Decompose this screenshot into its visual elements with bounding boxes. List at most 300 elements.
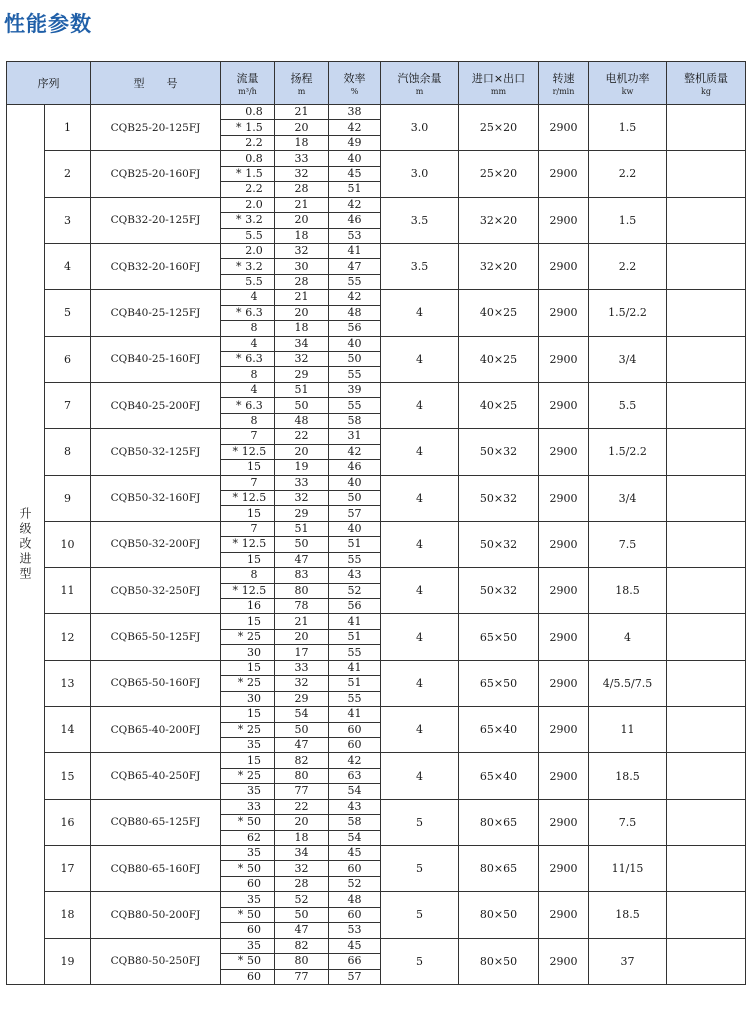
flow-value (221, 861, 275, 876)
flow-value (221, 105, 275, 120)
head-value: 80 (275, 954, 329, 969)
table-row (7, 105, 746, 120)
head-value: 20 (275, 815, 329, 830)
head-value: 18 (275, 135, 329, 150)
efficiency-value: 45 (329, 938, 381, 953)
motor-power-value: 7.5 (589, 799, 667, 845)
head-value: 19 (275, 460, 329, 475)
flow-number: 2.0 (245, 197, 263, 211)
npsh-value: 4 (381, 521, 459, 567)
flow-number: 8 (250, 367, 258, 381)
model-name: CQB40-25-160FJ (91, 336, 221, 382)
weight-value (667, 151, 746, 197)
flow-number: 6.3 (245, 398, 263, 412)
efficiency-value: 57 (329, 969, 381, 984)
efficiency-value: 55 (329, 367, 381, 382)
flow-value (221, 290, 275, 305)
speed-value: 2900 (539, 846, 589, 892)
head-value: 21 (275, 290, 329, 305)
head-value: 32 (275, 166, 329, 181)
inlet-outlet-value: 40×25 (459, 290, 539, 336)
row-number: 16 (45, 799, 91, 845)
page-title: 性能参数 (4, 12, 92, 36)
npsh-value: 4 (381, 290, 459, 336)
efficiency-value: 45 (329, 166, 381, 181)
head-value: 51 (275, 382, 329, 397)
row-number: 2 (45, 151, 91, 197)
rated-point-marker: * (236, 259, 242, 273)
head-value: 18 (275, 228, 329, 243)
efficiency-value: 47 (329, 259, 381, 274)
table-row (7, 243, 746, 258)
inlet-outlet-value: 80×50 (459, 938, 539, 984)
efficiency-value: 57 (329, 506, 381, 521)
efficiency-value: 46 (329, 213, 381, 228)
weight-value (667, 660, 746, 706)
flow-value (221, 429, 275, 444)
efficiency-value: 53 (329, 923, 381, 938)
flow-number: 15 (247, 460, 261, 474)
inlet-outlet-value: 80×65 (459, 799, 539, 845)
speed-value: 2900 (539, 336, 589, 382)
motor-power-value: 3/4 (589, 475, 667, 521)
flow-number: 15 (247, 707, 261, 721)
head-value: 22 (275, 429, 329, 444)
flow-number: 0.8 (245, 105, 263, 119)
flow-value (221, 305, 275, 320)
npsh-value: 4 (381, 382, 459, 428)
model-name: CQB50-32-200FJ (91, 521, 221, 567)
flow-value (221, 197, 275, 212)
flow-number: 30 (247, 645, 261, 659)
flow-value (221, 444, 275, 459)
table-row (7, 151, 746, 166)
flow-number: 62 (247, 830, 261, 844)
flow-number: 50 (247, 815, 261, 829)
npsh-value: 4 (381, 429, 459, 475)
flow-number: 60 (247, 969, 261, 983)
efficiency-value: 56 (329, 599, 381, 614)
efficiency-value: 60 (329, 722, 381, 737)
efficiency-value: 51 (329, 629, 381, 644)
table-row (7, 707, 746, 722)
flow-number: 50 (247, 954, 261, 968)
head-value: 77 (275, 969, 329, 984)
speed-value: 2900 (539, 799, 589, 845)
model-name: CQB65-40-250FJ (91, 753, 221, 799)
flow-number: 4 (250, 383, 258, 397)
head-value: 18 (275, 321, 329, 336)
row-number: 19 (45, 938, 91, 984)
model-name: CQB40-25-125FJ (91, 290, 221, 336)
head-value: 20 (275, 444, 329, 459)
table-body (7, 105, 746, 985)
flow-value (221, 490, 275, 505)
row-number: 1 (45, 105, 91, 151)
head-value: 51 (275, 521, 329, 536)
flow-number: 35 (247, 846, 261, 860)
flow-number: 15 (247, 660, 261, 674)
head-value: 50 (275, 907, 329, 922)
flow-value (221, 166, 275, 181)
row-number: 11 (45, 568, 91, 614)
weight-value (667, 753, 746, 799)
flow-number: 12.5 (241, 583, 267, 597)
rated-point-marker: * (237, 676, 244, 690)
speed-value: 2900 (539, 660, 589, 706)
flow-number: 0.8 (245, 151, 263, 165)
flow-number: 7 (250, 429, 258, 443)
flow-number: 25 (247, 676, 261, 690)
npsh-value: 4 (381, 336, 459, 382)
weight-value (667, 105, 746, 151)
head-value: 20 (275, 629, 329, 644)
speed-value: 2900 (539, 753, 589, 799)
efficiency-value: 41 (329, 707, 381, 722)
row-number: 18 (45, 892, 91, 938)
efficiency-value: 52 (329, 876, 381, 891)
speed-value: 2900 (539, 614, 589, 660)
flow-number: 12.5 (241, 537, 267, 551)
row-number: 12 (45, 614, 91, 660)
speed-value: 2900 (539, 382, 589, 428)
header-head: 扬程 m (275, 62, 329, 105)
flow-number: 15 (247, 506, 261, 520)
efficiency-value: 40 (329, 521, 381, 536)
efficiency-value: 60 (329, 737, 381, 752)
efficiency-value: 43 (329, 799, 381, 814)
speed-value: 2900 (539, 892, 589, 938)
head-value: 28 (275, 876, 329, 891)
flow-number: 15 (247, 614, 261, 628)
row-number: 10 (45, 521, 91, 567)
model-name: CQB80-65-125FJ (91, 799, 221, 845)
row-number: 9 (45, 475, 91, 521)
flow-number: 35 (247, 738, 261, 752)
header-speed: 转速 r/min (539, 62, 589, 105)
flow-value (221, 846, 275, 861)
efficiency-value: 63 (329, 768, 381, 783)
efficiency-value: 55 (329, 691, 381, 706)
efficiency-value: 51 (329, 537, 381, 552)
flow-value (221, 907, 275, 922)
flow-value (221, 645, 275, 660)
weight-value (667, 707, 746, 753)
weight-value (667, 429, 746, 475)
head-value: 50 (275, 722, 329, 737)
efficiency-value: 55 (329, 274, 381, 289)
row-number: 7 (45, 382, 91, 428)
npsh-value: 4 (381, 568, 459, 614)
npsh-value: 3.0 (381, 151, 459, 197)
flow-value (221, 475, 275, 490)
motor-power-value: 18.5 (589, 568, 667, 614)
head-value: 50 (275, 398, 329, 413)
flow-value (221, 352, 275, 367)
npsh-value: 4 (381, 660, 459, 706)
flow-number: 60 (247, 877, 261, 891)
inlet-outlet-value: 65×40 (459, 707, 539, 753)
row-number: 6 (45, 336, 91, 382)
model-name: CQB50-32-125FJ (91, 429, 221, 475)
model-name: CQB80-65-160FJ (91, 846, 221, 892)
weight-value (667, 614, 746, 660)
weight-value (667, 938, 746, 984)
flow-number: 25 (247, 769, 261, 783)
flow-value (221, 321, 275, 336)
efficiency-value: 42 (329, 197, 381, 212)
head-value: 32 (275, 352, 329, 367)
efficiency-value: 39 (329, 382, 381, 397)
rated-point-marker: * (237, 815, 244, 829)
rated-point-marker: * (237, 861, 244, 875)
rated-point-marker: * (237, 954, 244, 968)
npsh-value: 4 (381, 475, 459, 521)
flow-value (221, 135, 275, 150)
header-row (7, 62, 746, 105)
efficiency-value: 40 (329, 336, 381, 351)
head-value: 17 (275, 645, 329, 660)
flow-number: 35 (247, 784, 261, 798)
rated-point-marker: * (236, 398, 242, 412)
rated-point-marker: * (237, 907, 244, 921)
flow-value (221, 382, 275, 397)
row-number: 3 (45, 197, 91, 243)
efficiency-value: 49 (329, 135, 381, 150)
head-value: 20 (275, 213, 329, 228)
motor-power-value: 11/15 (589, 846, 667, 892)
rated-point-marker: * (236, 305, 242, 319)
header-model: 型 号 (91, 62, 221, 105)
weight-value (667, 475, 746, 521)
header-efficiency: 效率 % (329, 62, 381, 105)
table-row (7, 382, 746, 397)
flow-number: 8 (250, 568, 258, 582)
category-label: 升级改进型 (7, 105, 45, 985)
flow-number: 30 (247, 691, 261, 705)
motor-power-value: 7.5 (589, 521, 667, 567)
flow-value (221, 367, 275, 382)
flow-number: 5.5 (245, 228, 263, 242)
flow-value (221, 243, 275, 258)
head-value: 52 (275, 892, 329, 907)
model-name: CQB80-50-250FJ (91, 938, 221, 984)
flow-number: 8 (250, 321, 258, 335)
head-value: 32 (275, 861, 329, 876)
weight-value (667, 799, 746, 845)
flow-number: 60 (247, 923, 261, 937)
efficiency-value: 42 (329, 444, 381, 459)
flow-number: 8 (250, 413, 258, 427)
flow-value (221, 938, 275, 953)
flow-value (221, 707, 275, 722)
table-row (7, 660, 746, 675)
flow-value (221, 182, 275, 197)
row-number: 17 (45, 846, 91, 892)
efficiency-value: 42 (329, 290, 381, 305)
flow-value (221, 691, 275, 706)
rated-point-marker: * (236, 352, 242, 366)
speed-value: 2900 (539, 429, 589, 475)
efficiency-value: 42 (329, 120, 381, 135)
model-name: CQB50-32-250FJ (91, 568, 221, 614)
weight-value (667, 568, 746, 614)
inlet-outlet-value: 65×40 (459, 753, 539, 799)
flow-value (221, 568, 275, 583)
weight-value (667, 382, 746, 428)
flow-number: 4 (250, 336, 258, 350)
efficiency-value: 60 (329, 861, 381, 876)
speed-value: 2900 (539, 243, 589, 289)
speed-value: 2900 (539, 105, 589, 151)
motor-power-value: 1.5 (589, 197, 667, 243)
head-value: 22 (275, 799, 329, 814)
flow-value (221, 768, 275, 783)
head-value: 20 (275, 305, 329, 320)
header-inlet-outlet: 进口×出口 mm (459, 62, 539, 105)
speed-value: 2900 (539, 475, 589, 521)
weight-value (667, 892, 746, 938)
head-value: 33 (275, 151, 329, 166)
inlet-outlet-value: 65×50 (459, 660, 539, 706)
head-value: 29 (275, 367, 329, 382)
row-number: 14 (45, 707, 91, 753)
head-value: 29 (275, 691, 329, 706)
rated-point-marker: * (236, 166, 242, 180)
flow-value (221, 228, 275, 243)
head-value: 30 (275, 259, 329, 274)
head-value: 34 (275, 336, 329, 351)
inlet-outlet-value: 50×32 (459, 568, 539, 614)
flow-value (221, 876, 275, 891)
efficiency-value: 46 (329, 460, 381, 475)
flow-value (221, 552, 275, 567)
inlet-outlet-value: 50×32 (459, 475, 539, 521)
efficiency-value: 41 (329, 614, 381, 629)
head-value: 47 (275, 552, 329, 567)
flow-number: 2.0 (245, 244, 263, 258)
flow-value (221, 506, 275, 521)
header-flow: 流量 m³/h (221, 62, 275, 105)
table-row (7, 290, 746, 305)
inlet-outlet-value: 25×20 (459, 151, 539, 197)
efficiency-value: 43 (329, 568, 381, 583)
row-number: 8 (45, 429, 91, 475)
rated-point-marker: * (232, 537, 238, 551)
flow-number: 1.5 (245, 166, 263, 180)
flow-value (221, 969, 275, 984)
head-value: 33 (275, 660, 329, 675)
head-value: 18 (275, 830, 329, 845)
flow-number: 5.5 (245, 275, 263, 289)
rated-point-marker: * (232, 583, 238, 597)
head-value: 21 (275, 105, 329, 120)
header-npsh: 汽蚀余量 m (381, 62, 459, 105)
rated-point-marker: * (236, 213, 242, 227)
model-name: CQB25-20-125FJ (91, 105, 221, 151)
npsh-value: 3.0 (381, 105, 459, 151)
flow-number: 3.2 (245, 213, 263, 227)
table-row (7, 568, 746, 583)
model-name: CQB32-20-125FJ (91, 197, 221, 243)
efficiency-value: 31 (329, 429, 381, 444)
flow-value (221, 583, 275, 598)
npsh-value: 3.5 (381, 243, 459, 289)
head-value: 80 (275, 768, 329, 783)
flow-value (221, 660, 275, 675)
flow-value (221, 722, 275, 737)
inlet-outlet-value: 40×25 (459, 336, 539, 382)
flow-number: 50 (247, 907, 261, 921)
head-value: 54 (275, 707, 329, 722)
flow-value (221, 398, 275, 413)
flow-value (221, 923, 275, 938)
head-value: 21 (275, 197, 329, 212)
head-value: 21 (275, 614, 329, 629)
head-value: 34 (275, 846, 329, 861)
rated-point-marker: * (237, 630, 244, 644)
inlet-outlet-value: 32×20 (459, 243, 539, 289)
flow-value (221, 784, 275, 799)
flow-value (221, 629, 275, 644)
inlet-outlet-value: 40×25 (459, 382, 539, 428)
weight-value (667, 197, 746, 243)
efficiency-value: 58 (329, 413, 381, 428)
efficiency-value: 52 (329, 583, 381, 598)
efficiency-value: 50 (329, 490, 381, 505)
flow-value (221, 954, 275, 969)
flow-value (221, 413, 275, 428)
motor-power-value: 5.5 (589, 382, 667, 428)
table-row (7, 799, 746, 814)
efficiency-value: 42 (329, 753, 381, 768)
flow-number: 33 (247, 799, 261, 813)
model-name: CQB80-50-200FJ (91, 892, 221, 938)
flow-value (221, 799, 275, 814)
motor-power-value: 1.5 (589, 105, 667, 151)
npsh-value: 3.5 (381, 197, 459, 243)
flow-value (221, 753, 275, 768)
speed-value: 2900 (539, 151, 589, 197)
head-value: 83 (275, 568, 329, 583)
efficiency-value: 58 (329, 815, 381, 830)
flow-value (221, 521, 275, 536)
row-number: 15 (45, 753, 91, 799)
efficiency-value: 55 (329, 645, 381, 660)
table-row (7, 846, 746, 861)
head-value: 50 (275, 537, 329, 552)
flow-number: 35 (247, 938, 261, 952)
speed-value: 2900 (539, 568, 589, 614)
flow-number: 16 (247, 599, 261, 613)
rated-point-marker: * (237, 722, 244, 736)
flow-number: 12.5 (241, 444, 267, 458)
row-number: 5 (45, 290, 91, 336)
efficiency-value: 50 (329, 352, 381, 367)
table-row (7, 521, 746, 536)
flow-number: 50 (247, 861, 261, 875)
efficiency-value: 66 (329, 954, 381, 969)
npsh-value: 4 (381, 707, 459, 753)
efficiency-value: 48 (329, 305, 381, 320)
inlet-outlet-value: 80×50 (459, 892, 539, 938)
performance-table (6, 61, 746, 985)
head-value: 28 (275, 182, 329, 197)
model-name: CQB40-25-200FJ (91, 382, 221, 428)
table-row (7, 197, 746, 212)
npsh-value: 5 (381, 938, 459, 984)
speed-value: 2900 (539, 707, 589, 753)
